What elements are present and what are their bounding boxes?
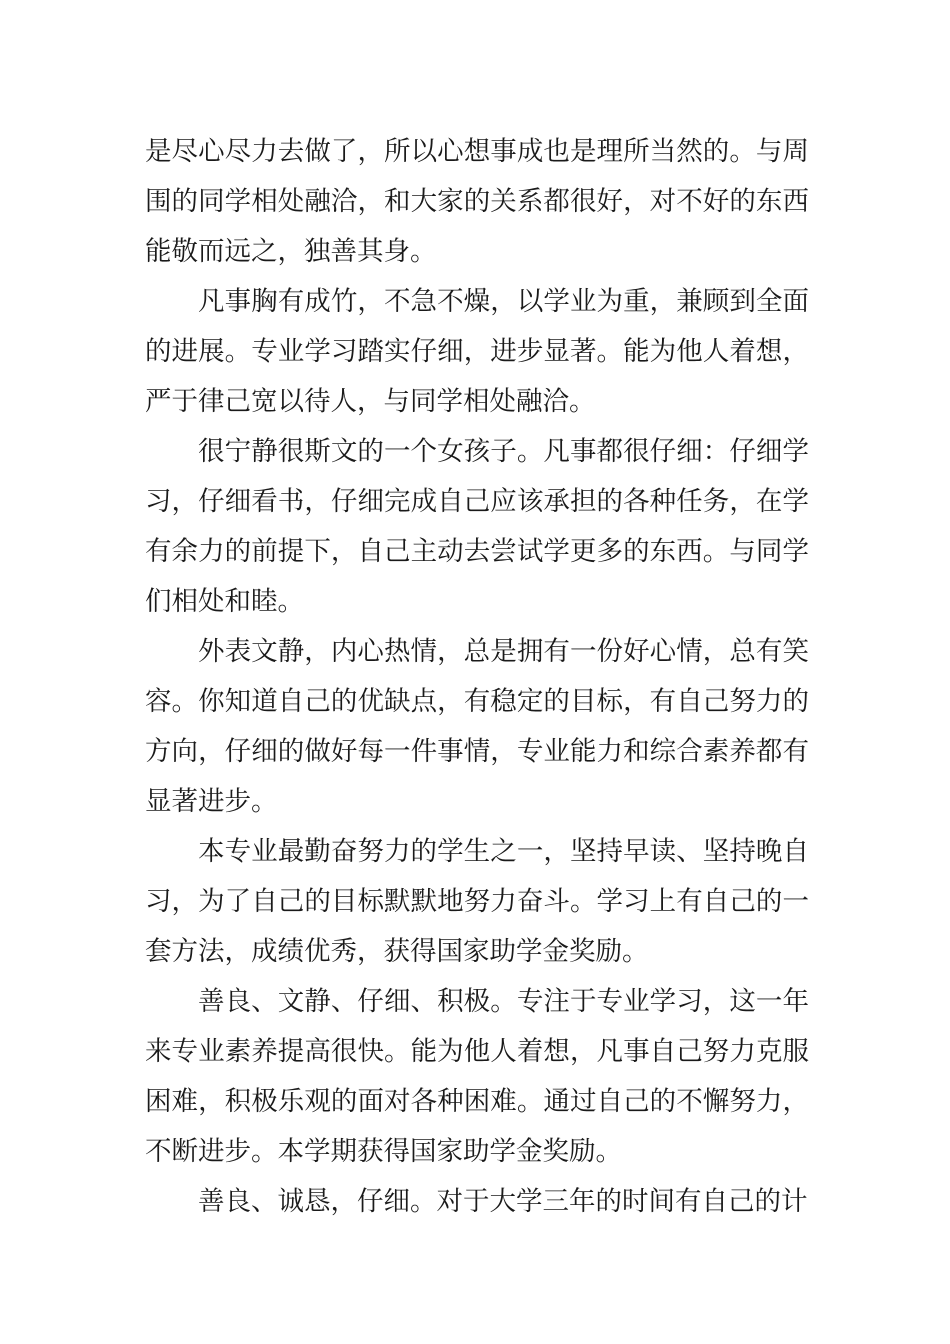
paragraph: 本专业最勤奋努力的学生之一，坚持早读、坚持晚自习，为了自己的目标默默地努力奋斗。学习上有自己的一套方法，成绩优秀，获得国家助学金奖励。 (145, 836, 809, 967)
paragraph-continued: 是尽心尽力去做了，所以心想事成也是理所当然的。与周围的同学相处融洽，和大家的关系都很好，对不好的东西能敬而远之，独善其身。 (145, 136, 809, 267)
paragraph: 很宁静很斯文的一个女孩子。凡事都很仔细：仔细学习，仔细看书，仔细完成自己应该承担的各种任务，在学有余力的前提下，自己主动去尝试学更多的东西。与同学们相处和睦。 (145, 436, 809, 617)
paragraph: 善良、诚恳，仔细。对于大学三年的时间有自己的计 (198, 1186, 808, 1217)
paragraph: 外表文静，内心热情，总是拥有一份好心情，总有笑容。你知道自己的优缺点，有稳定的目标，有自己努力的方向，仔细的做好每一件事情，专业能力和综合素养都有显著进步。 (145, 636, 809, 817)
document-body (145, 127, 809, 1227)
paragraph: 凡事胸有成竹，不急不燥，以学业为重，兼顾到全面的进展。专业学习踏实仔细，进步显著。能为他人着想，严于律己宽以待人，与同学相处融洽。 (145, 286, 809, 417)
paragraph: 善良、文静、仔细、积极。专注于专业学习，这一年来专业素养提高很快。能为他人着想，凡事自己努力克服困难，积极乐观的面对各种困难。通过自己的不懈努力，不断进步。本学期获得国家助学金奖励。 (145, 986, 809, 1167)
